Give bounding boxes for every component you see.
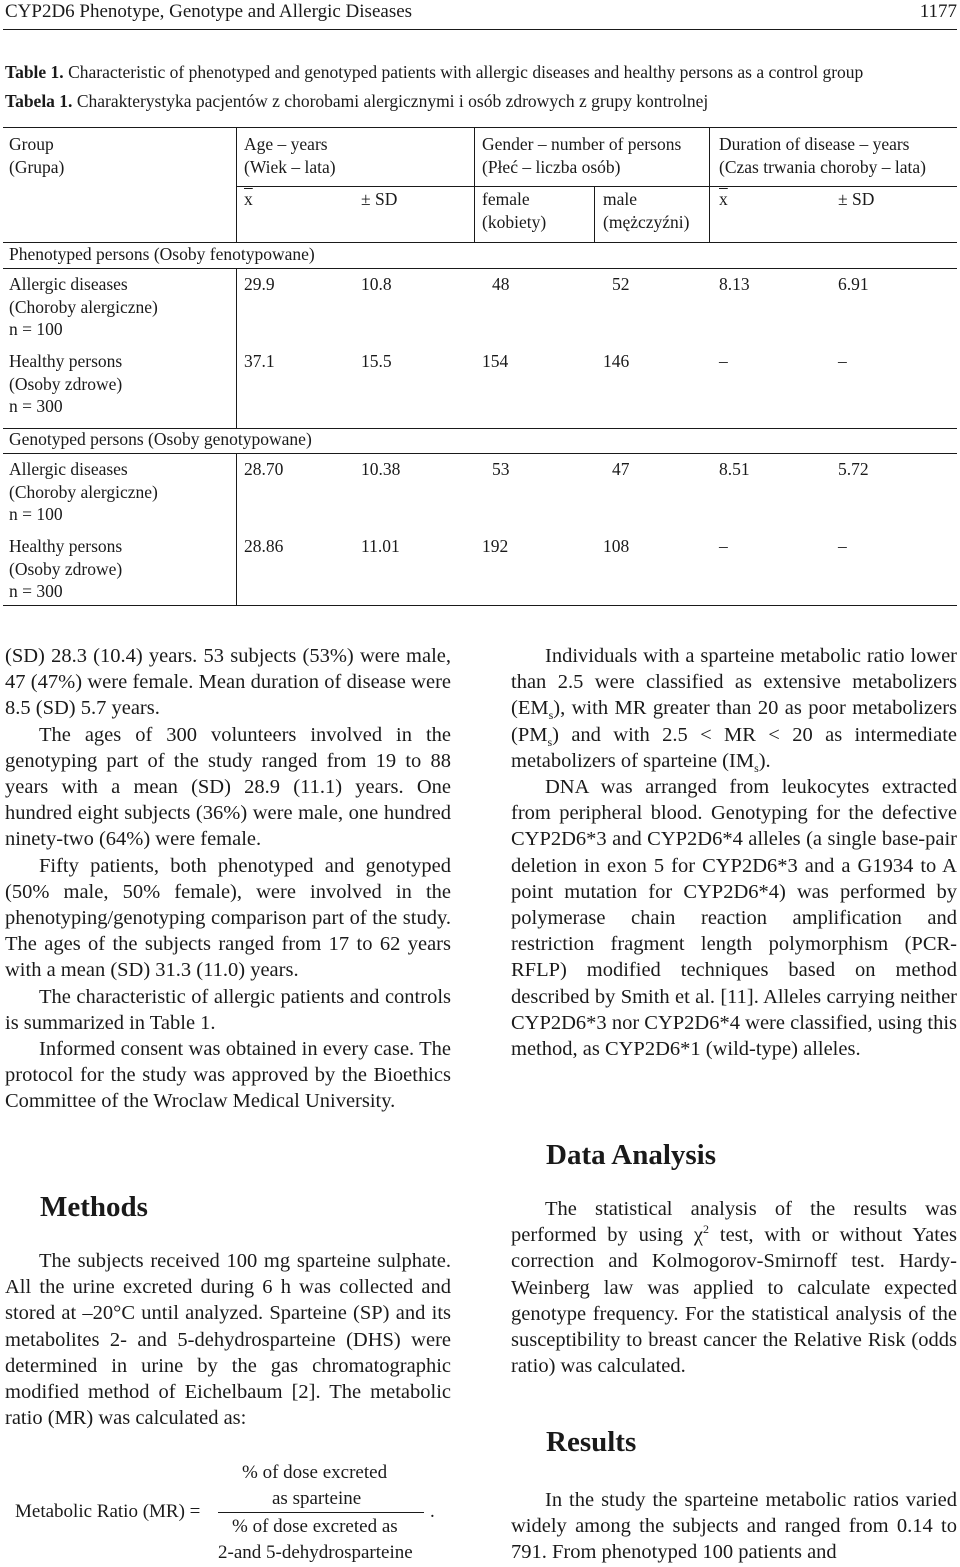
fraction-bar <box>218 1512 424 1513</box>
header-duration-sd: ± SD <box>838 189 875 209</box>
caption-label-pl: Tabela 1. <box>5 91 73 111</box>
header-male: male (mężczyźni) <box>603 189 690 232</box>
cell-duration-sd: 5.72 <box>838 459 869 479</box>
table-row-group: Healthy persons (Osoby zdrowe) n = 300 <box>9 351 123 416</box>
section-genotyped: Genotyped persons (Osoby genotypowane) <box>9 429 312 449</box>
table-divider <box>474 127 475 242</box>
header-group: Group (Grupa) <box>9 134 65 177</box>
data-analysis-section <box>511 1196 957 1379</box>
formula-numerator-line2: as sparteine <box>272 1488 362 1509</box>
table-section-rule <box>3 453 957 454</box>
results-section <box>511 1487 957 1566</box>
cell-male: 52 <box>612 274 630 294</box>
data-analysis-heading-wrap <box>546 1138 957 1172</box>
running-title: CYP2D6 Phenotype, Genotype and Allergic Diseases <box>5 1 413 22</box>
caption-label-en: Table 1. <box>5 62 64 82</box>
cell-age-sd: 15.5 <box>361 351 392 371</box>
cell-duration-sd: 6.91 <box>838 274 869 294</box>
header-age: Age – years (Wiek – lata) <box>244 134 336 177</box>
table-divider <box>236 127 237 242</box>
results-heading-wrap <box>546 1425 957 1459</box>
header-age-mean: $\overline{x}$ <box>244 189 253 209</box>
cell-female: 192 <box>482 536 509 556</box>
cell-male: 108 <box>603 536 630 556</box>
caption-text-en: Characteristic of phenotyped and genotyped patients with allergic diseases and healthy persons as a control group <box>68 62 864 82</box>
cell-age-mean: 28.70 <box>244 459 284 479</box>
cell-female: 48 <box>492 274 510 294</box>
cell-age-mean: 37.1 <box>244 351 275 371</box>
cell-female: 154 <box>482 351 509 371</box>
cell-male: 47 <box>612 459 630 479</box>
paragraph: The subjects received 100 mg sparteine sulphate. All the urine excreted during 6 h was collected and stored at –20°C until analyzed. Sparteine (SP) and its metabolites 2- and 5-dehydrosparteine (DHS) were determined in urine by the gas chromatographic modified method of Eichelbaum [2]. The metabolic ratio (MR) was calculated as: <box>5 1250 451 1430</box>
header-rule <box>3 29 957 30</box>
right-column <box>511 643 957 1062</box>
table-caption-pl <box>5 91 708 112</box>
section-phenotyped: Phenotyped persons (Osoby fenotypowane) <box>9 244 315 264</box>
formula-lhs: Metabolic Ratio (MR) = <box>15 1501 201 1522</box>
header-age-sd: ± SD <box>361 189 398 209</box>
table-divider <box>236 268 237 428</box>
left-column <box>5 643 451 1115</box>
paragraph: Informed consent was obtained in every case. The protocol for the study was approved by the Bioethics Committee of the Wroclaw Medical University. <box>5 1038 451 1113</box>
cell-age-mean: 28.86 <box>244 536 284 556</box>
cell-duration-sd: – <box>838 351 847 371</box>
paragraph: Individuals with a sparteine metabolic ratio lower than 2.5 were classified as extensive metabolizers $(EM_s)$, with MR greater than 20 as poor metabolizers $(PM_s)$ and with 2.5 < MR < 20 as intermediate metabolizers of sparteine $(IM_s)$. <box>511 645 957 775</box>
caption-text-pl: Charakterystyka pacjentów z chorobami alergicznymi i osób zdrowych z grupy kontrolnej <box>76 91 709 111</box>
table-bottom-rule <box>3 605 957 606</box>
formula-denominator-line2: 2-and 5-dehydrosparteine <box>218 1542 413 1563</box>
cell-age-sd: 10.38 <box>361 459 401 479</box>
results-heading: Results <box>546 1426 637 1458</box>
cell-female: 53 <box>492 459 510 479</box>
methods-heading-wrap <box>40 1190 460 1224</box>
formula-denominator-line1: % of dose excreted as <box>232 1516 398 1537</box>
table-subheader-rule <box>236 186 957 187</box>
cell-duration-mean: – <box>719 351 728 371</box>
paragraph: Fifty patients, both phenotyped and genotyped (50% male, 50% female), were involved in the phenotyping/genotyping comparison part of the study. The ages of the subjects ranged from 17 to 62 years with a mean (SD) 31.3 (11.0) years. <box>5 854 451 982</box>
cell-duration-mean: 8.13 <box>719 274 750 294</box>
page-number: 1177 <box>919 1 957 22</box>
table-top-rule <box>3 127 957 128</box>
table-row-group: Healthy persons (Osoby zdrowe) n = 300 <box>9 536 123 601</box>
cell-age-sd: 10.8 <box>361 274 392 294</box>
table-row-group: Allergic diseases (Choroby alergiczne) n = 100 <box>9 274 158 339</box>
table-caption-en <box>5 62 863 83</box>
formula-end: . <box>430 1501 435 1522</box>
table-section-rule <box>3 268 957 269</box>
header-gender: Gender – number of persons (Płeć – liczba osób) <box>482 134 682 177</box>
methods-heading: Methods <box>40 1191 148 1223</box>
data-analysis-heading: Data Analysis <box>546 1139 717 1171</box>
paragraph: (SD) 28.3 (10.4) years. 53 subjects (53%) were male, 47 (47%) were female. Mean duration of disease were 8.5 (SD) 5.7 years. <box>5 645 451 720</box>
table-divider <box>236 453 237 605</box>
cell-duration-mean: – <box>719 536 728 556</box>
cell-age-mean: 29.9 <box>244 274 275 294</box>
paragraph: DNA was arranged from leukocytes extracted from peripheral blood. Genotyping for the defective CYP2D6*3 and CYP2D6*4 alleles (a single base-pair deletion in exon 5 for CYP2D6*3 and a G1934 to A point mutation for CYP2D6*4) was performed by polymerase chain reaction amplification and restriction fragment length polymorphism (PCR-RFLP) modified techniques based on method described by Smith et al. [11]. Alleles carrying neither CYP2D6*3 nor CYP2D6*4 were classified, using this method, as CYP2D6*1 (wild-type) alleles. <box>511 776 957 1061</box>
table-row-group: Allergic diseases (Choroby alergiczne) n = 100 <box>9 459 158 524</box>
cell-male: 146 <box>603 351 630 371</box>
header-duration: Duration of disease – years (Czas trwania choroby – lata) <box>719 134 927 177</box>
cell-duration-sd: – <box>838 536 847 556</box>
paragraph: In the study the sparteine metabolic ratios varied widely among the subjects and ranged from 0.14 to 791. From phenotyped 100 patients and <box>511 1489 957 1564</box>
table-divider <box>594 186 595 242</box>
header-duration-mean: $\overline{x}$ <box>719 189 728 209</box>
cell-duration-mean: 8.51 <box>719 459 750 479</box>
table-divider <box>709 127 710 242</box>
header-female: female (kobiety) <box>482 189 547 232</box>
formula-numerator-line1: % of dose excreted <box>242 1462 388 1483</box>
methods-section <box>5 1248 451 1431</box>
running-header <box>5 0 957 26</box>
cell-age-sd: 11.01 <box>361 536 400 556</box>
paragraph: The statistical analysis of the results was performed by using $\chi^2$ test, with or without Yates correction and Kolmogorov-Smirnoff test. Hardy-Weinberg law was applied to calculate expected genotype frequency. For the statistical analysis of the susceptibility to breast cancer the Relative Risk (odds ratio) was calculated. <box>511 1198 957 1378</box>
paragraph: The characteristic of allergic patients and controls is summarized in Table 1. <box>5 985 451 1034</box>
paragraph: The ages of 300 volunteers involved in the genotyping part of the study ranged from 19 to 88 years with a mean (SD) 28.9 (11.1) years. One hundred eight subjects (36%) were male, one hundred ninety-two (64%) were female. <box>5 723 451 851</box>
